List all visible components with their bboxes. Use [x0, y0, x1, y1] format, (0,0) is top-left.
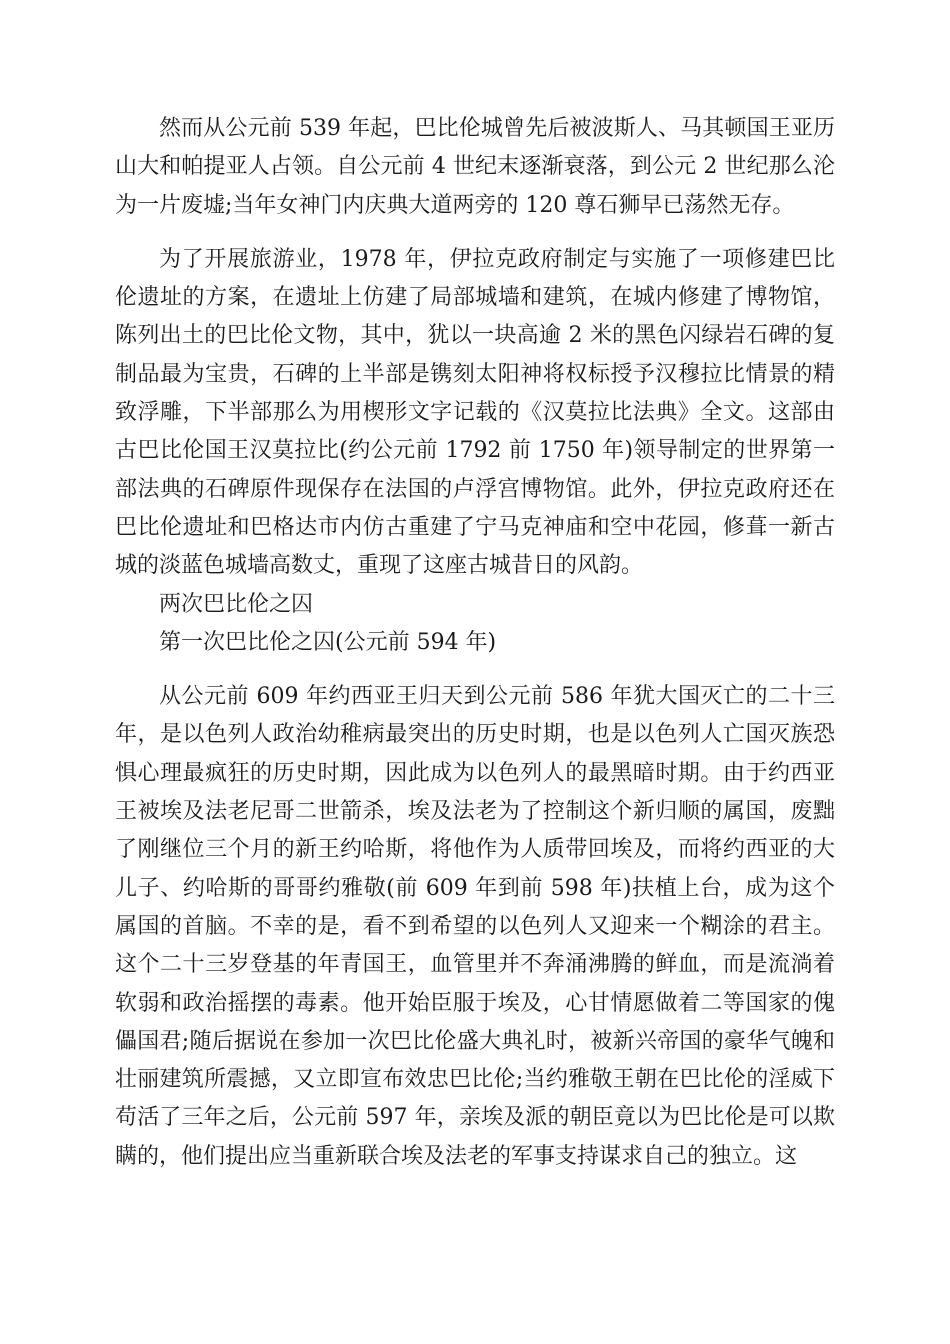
section-title: 两次巴比伦之囚 — [159, 591, 314, 617]
document-page — [115, 110, 835, 1176]
paragraph-first-captivity: 从公元前 609 年约西亚王归天到公元前 586 年犹大国灭亡的二十三年，是以色列人政治幼稚病最突出的历史时期，也是以色列人亡国灭族恐惧心理最疯狂的历史时期，因此成为以色列人的最黑暗时期。由于约西亚王被埃及法老尼哥二世箭杀，埃及法老为了控制这个新归顺的属国，废黜了刚继位三个月的新王约哈斯，将他作为人质带回埃及，而将约西亚的大儿子、约哈斯的哥哥约雅敬(前 609 年到前 598 年)扶植上台，成为这个属国的首脑。不幸的是，看不到希望的以色列人又迎来一个糊涂的君主。这个二十三岁登基的年青国王，血管里并不奔涌沸腾的鲜血，而是流淌着软弱和政治摇摆的毒素。他开始臣服于埃及，心甘情愿做着二等国家的傀儡国君;随后据说在参加一次巴比伦盛大典礼时，被新兴帝国的豪华气魄和壮丽建筑所震撼，又立即宣布效忠巴比伦;当约雅敬王朝在巴比伦的淫威下苟活了三年之后，公元前 597 年，亲埃及派的朝臣竟以为巴比伦是可以欺瞒的，他们提出应当重新联合埃及法老的军事支持谋求自己的独立。这 — [115, 684, 835, 1169]
paragraph-tourism-restoration: 为了开展旅游业，1978 年，伊拉克政府制定与实施了一项修建巴比伦遗址的方案，在遗址上仿建了局部城墙和建筑，在城内修建了博物馆，陈列出土的巴比伦文物，其中，犹以一块高逾 2 米的黑色闪绿岩石碑的复制品最为宝贵，石碑的上半部是镌刻太阳神将权标授予汉穆拉比情景的精致浮雕，下半部那么为用楔形文字记载的《汉莫拉比法典》全文。这部由古巴比伦国王汉莫拉比(约公元前 1792 前 1750 年)领导制定的世界第一部法典的石碑原件现保存在法国的卢浮宫博物馆。此外，伊拉克政府还在巴比伦遗址和巴格达市内仿古重建了宁马克神庙和空中花园，修葺一新古城的淡蓝色城墙高数丈，重现了这座古城昔日的风韵。 — [115, 246, 835, 579]
subsection-title: 第一次巴比伦之囚(公元前 594 年) — [159, 629, 497, 655]
paragraph-babylon-decline: 然而从公元前 539 年起，巴比伦城曾先后被波斯人、马其顿国王亚历山大和帕提亚人占领。自公元前 4 世纪末逐渐衰落，到公元 2 世纪那么沦为一片废墟;当年女神门内庆典大道两旁的 120 尊石狮早已荡然无存。 — [115, 116, 835, 218]
